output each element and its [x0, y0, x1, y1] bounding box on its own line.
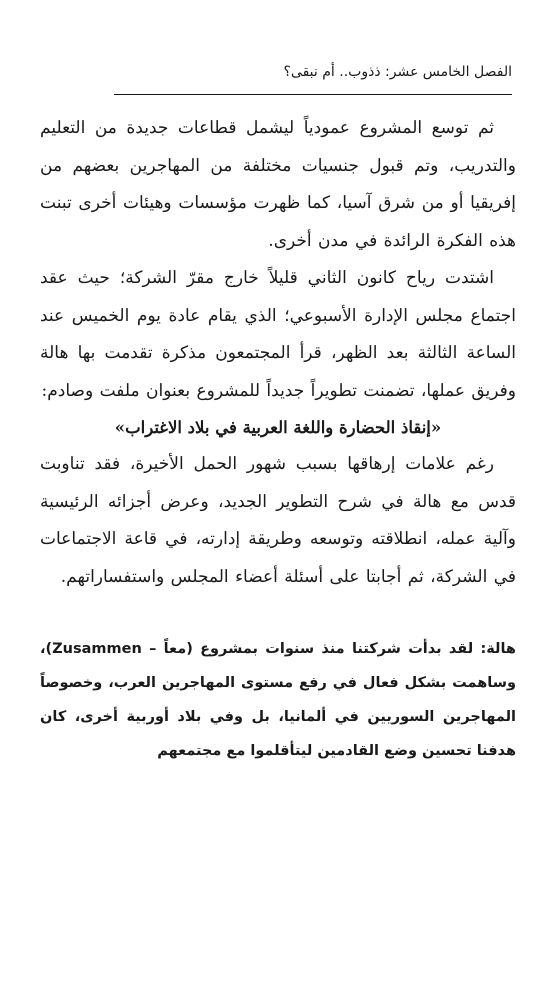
header-divider [114, 94, 512, 95]
paragraph-board-meeting: اشتدت رياح كانون الثاني قليلاً خارج مقرّ الشركة؛ حيث عقد اجتماع مجلس الإدارة الأسبوعي؛ الذي يقام عادة يوم الخميس عند الساعة الثالثة بعد الظهر، قرأ المجتمعون مذكرة تقدمت بها هالة وفريق عملها، تضمنت تطويراً جديداً للمشروع بعنوان ملفت وصادم: [40, 268, 516, 401]
dialogue-paragraph [40, 632, 516, 768]
paragraph-presentation: رغم علامات إرهاقها بسبب شهور الحمل الأخيرة، فقد تناوبت قدس مع هالة في شرح التطوير الجديد، وعرض أجزائه الرئيسية وآلية عمله، انطلاقته وتوسعه وطريقة إدارته، في قاعة الاجتماعات في الشركة، ثم أجابتا على أسئلة أعضاء المجلس واستفساراتهم. [40, 454, 516, 587]
dialogue-speaker: هالة: [480, 641, 516, 657]
page-body [40, 110, 516, 768]
project-title-quote: «إنقاذ الحضارة واللغة العربية في بلاد الاغتراب» [114, 418, 442, 437]
dialogue-text: لقد بدأت شركتنا منذ سنوات بمشروع (معاً – Zusammen)، وساهمت بشكل فعال في رفع مستوى المهاجرين العرب، وخصوصاً المهاجرين السوريين في ألمانيا، بل وفي بلاد أوربية أخرى، كان هدفنا تحسين وضع القادمين ليتأقلموا مع مجتمعهم [40, 641, 516, 759]
paragraph-project-expansion: ثم توسع المشروع عمودياً ليشمل قطاعات جديدة من التعليم والتدريب، وتم قبول جنسيات مختلفة من المهاجرين بعضهم من إفريقيا أو من شرق آسيا، كما ظهرت مؤسسات وهيئات أخرى تبنت هذه الفكرة الرائدة في مدن أخرى. [40, 118, 516, 251]
running-header: الفصل الخامس عشر: ذذوب.. أم نبقى؟ [283, 64, 512, 80]
paragraph-spacer [40, 596, 516, 632]
